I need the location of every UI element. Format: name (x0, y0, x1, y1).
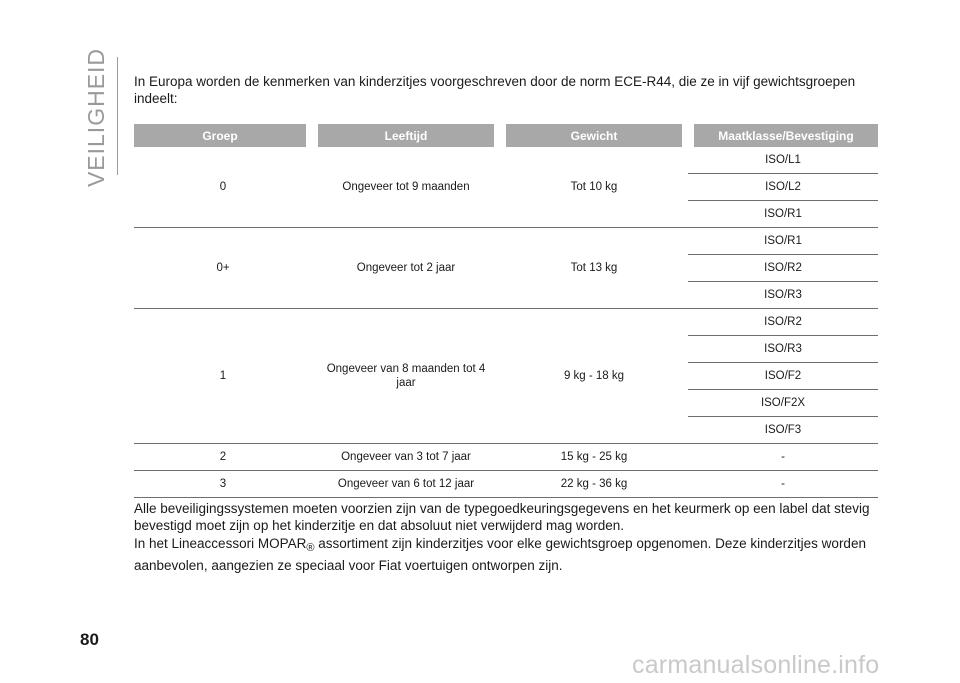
child-seat-table (134, 124, 878, 498)
cell-age: Ongeveer van 3 tot 7 jaar (312, 444, 500, 471)
table-header-row (134, 124, 878, 147)
registered-mark: ® (306, 542, 315, 554)
cell-group: 0 (134, 147, 312, 228)
header-weight: Gewicht (500, 124, 688, 147)
cell-size-class: ISO/F2 (688, 363, 878, 390)
section-divider (117, 57, 118, 175)
mopar-note (134, 535, 878, 574)
intro-paragraph: In Europa worden de kenmerken van kinderzitjes voorgeschreven door de norm ECE-R44, die ze in vijf gewichtsgroepen indeelt: (134, 74, 856, 106)
cell-size-class: ISO/R3 (688, 336, 878, 363)
cell-size-class: ISO/R1 (688, 201, 878, 228)
cell-age: Ongeveer van 6 tot 12 jaar (312, 471, 500, 498)
cell-size-class: ISO/F2X (688, 390, 878, 417)
table-body (134, 147, 878, 498)
table-row (134, 309, 878, 336)
table-row (134, 471, 878, 498)
cell-age: Ongeveer tot 9 maanden (312, 147, 500, 228)
cell-weight: 22 kg - 36 kg (500, 471, 688, 498)
cell-weight: 9 kg - 18 kg (500, 309, 688, 444)
table-row (134, 444, 878, 471)
section-title-text: VEILIGHEID (83, 47, 110, 188)
table-row (134, 147, 878, 174)
cell-size-class: - (688, 471, 878, 498)
header-age: Leeftijd (312, 124, 500, 147)
cell-size-class: ISO/R3 (688, 282, 878, 309)
cell-size-class: ISO/L2 (688, 174, 878, 201)
cell-size-class: ISO/R2 (688, 255, 878, 282)
approval-note: Alle beveiligingssystemen moeten voorzien zijn van de typegoedkeuringsgegevens en het keurmerk op een label dat stevig bevestigd moet zijn op het kinderzitje en dat absoluut niet verwijderd mag worden. (134, 501, 870, 533)
cell-size-class: ISO/R2 (688, 309, 878, 336)
mopar-note-end: assortiment zijn kinderzitjes voor elke gewichtsgroep opgenomen. Deze kinderzitjes worden aanbevolen, aangezien ze speciaal voor Fiat voertuigen ontworpen zijn. (134, 536, 866, 573)
cell-weight: Tot 10 kg (500, 147, 688, 228)
header-size-class: Maatklasse/Bevestiging (688, 124, 878, 147)
cell-weight: 15 kg - 25 kg (500, 444, 688, 471)
cell-group: 2 (134, 444, 312, 471)
cell-size-class: ISO/F3 (688, 417, 878, 444)
cell-weight: Tot 13 kg (500, 228, 688, 309)
cell-group: 1 (134, 309, 312, 444)
header-group: Groep (134, 124, 312, 147)
section-title (83, 47, 111, 188)
cell-age: Ongeveer tot 2 jaar (312, 228, 500, 309)
cell-size-class: - (688, 444, 878, 471)
cell-group: 3 (134, 471, 312, 498)
cell-group: 0+ (134, 228, 312, 309)
watermark: carmanualsonline.info (632, 651, 880, 679)
cell-age: Ongeveer van 8 maanden tot 4 jaar (312, 309, 500, 444)
mopar-note-start: In het Lineaccessori MOPAR (134, 536, 307, 551)
page-number: 80 (80, 630, 99, 649)
cell-size-class: ISO/R1 (688, 228, 878, 255)
table-row (134, 228, 878, 255)
cell-size-class: ISO/L1 (688, 147, 878, 174)
